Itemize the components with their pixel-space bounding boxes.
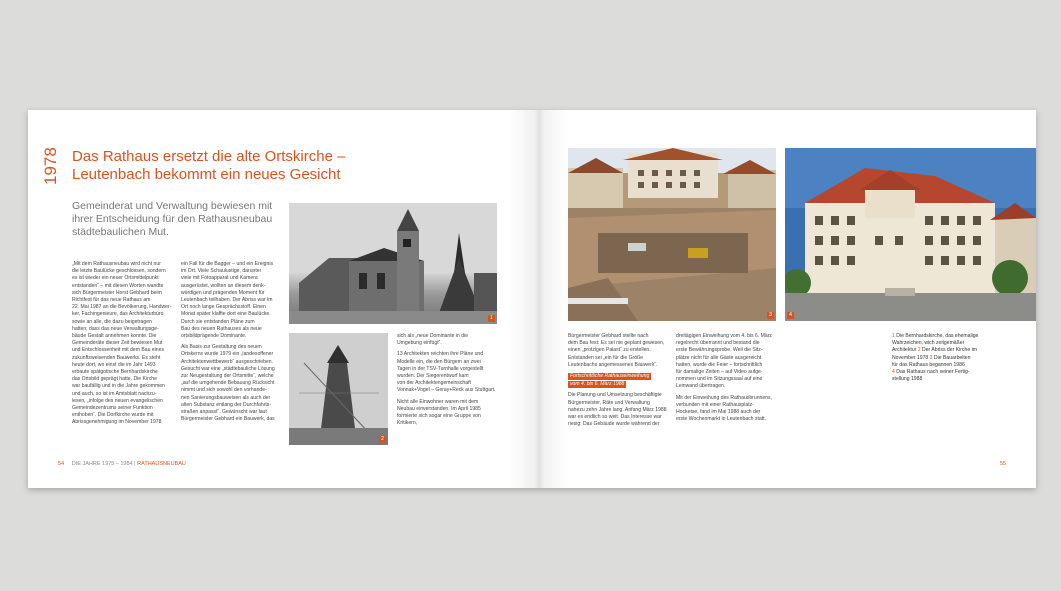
text-line: nimmt und sich sowohl den vorhande- (181, 387, 267, 394)
text-line: und Entschlossenheit mit dem Bau eines (72, 347, 165, 354)
book-gutter (508, 110, 568, 488)
text-line: enthoben“. Die Dorfkirche wurde mit (72, 412, 154, 419)
photo-number-badge: 4 (787, 312, 794, 319)
caption-line (892, 369, 992, 376)
caption-line (892, 347, 992, 354)
chapter-year: 1978 (41, 147, 60, 185)
construction-photo (568, 148, 776, 321)
text-line: ortsbildprägende Dominante. (181, 333, 247, 340)
text-line: entstanden“ – mit diesen Worten wandte (72, 282, 164, 289)
text-line: 22. Mai 1987 an die Bevölkerung, Handwer- (72, 304, 172, 311)
text-line: verbunden mit einer Rathausplatz- (676, 401, 754, 408)
text-line: Bürgermeister Gebhard ein Bauwerk, das (181, 416, 275, 423)
caption-number: 1 (892, 333, 895, 339)
text-line: riesig: Das Gebäude wurde während der (568, 421, 660, 428)
paragraph (568, 392, 672, 428)
text-line: dreitägigen Einweihung vom 4. bis 6. März (676, 333, 772, 339)
caption-line (892, 333, 992, 340)
text-line: die letzte Baulücke geschlossen, sondern (72, 268, 166, 275)
text-line: Als Basis zur Gestaltung des neuen (181, 344, 262, 351)
paragraph (397, 333, 497, 347)
text-line: sich als „neue Dominante in die (397, 333, 469, 339)
subtitle-line: Gemeinderat und Verwaltung bewiesen mit (72, 200, 273, 212)
paragraph (397, 399, 497, 428)
chapter-subtitle (72, 200, 292, 239)
text-line: viele mit Fotoapparat und Kamera (181, 275, 258, 282)
text-line: nommen und im Sitzungssaal auf eine (676, 376, 763, 383)
text-line: Modelle ein, die den Bürgern an zwei (397, 358, 481, 365)
paragraph (72, 261, 176, 427)
caption-text: Die Bauarbeiten (932, 354, 971, 361)
text-line: Bürgermeister, Räte und Verwaltung (568, 399, 650, 406)
caption-text: Der Abriss der Kirche im (920, 347, 977, 354)
text-line: Bürgermeister Gebhard stellte nach (568, 333, 649, 339)
caption-number: 3 (929, 354, 933, 361)
text-line: erste Bewährungsprobe. Weil die Sitz- (676, 347, 763, 354)
text-line: Monat später klaffte dort eine Baulücke. (181, 311, 271, 318)
text-line: wurden. Der Siegerentwurf kam (397, 373, 469, 380)
text-line: Vonnak+Vogel – Geray+Reck aus Stuttgart. (397, 387, 496, 394)
text-line: lesen, „infolge des neuen evangelischen (72, 397, 163, 404)
title-line: Das Rathaus ersetzt die alte Ortskirche – (72, 148, 346, 165)
text-line: Richtfest für das neue Rathaus am (72, 297, 151, 304)
text-line: Architektenwettbewerb“ ausgeschrieben. (181, 358, 274, 365)
text-line: erbaute spätgotische Bernhardskirche (72, 369, 158, 376)
text-line: straßen anpasst“. Gewünscht war laut (181, 409, 267, 416)
text-line: Neubau einverstanden. Im April 1985 (397, 405, 481, 412)
text-line: formierte sich sogar eine Gruppe von (397, 413, 481, 420)
town-hall-photo (785, 148, 1036, 321)
running-head-section: RATHAUSNEUBAU (137, 461, 186, 467)
text-line: Leinwand übertragen. (676, 383, 726, 390)
text-line: Abrissgenehmigung im November 1978 (72, 419, 162, 426)
highlight-line: vom 4. bis 6. März 1988 (570, 381, 625, 388)
subtitle-line: ihrer Entscheidung für den Rathausneubau (72, 213, 273, 225)
photo-number-badge: 2 (379, 436, 386, 443)
text-line: hatten, wurde die Feier – fortschrittlich (676, 361, 763, 368)
text-line: Durch sie entstanden Pläne zum (181, 318, 255, 325)
subtitle-line: städtebaulichen Mut. (72, 226, 169, 238)
text-line: Bau des neuen Rathauses als neue (181, 325, 262, 332)
caption-number: 2 (917, 347, 921, 354)
paragraph (181, 344, 285, 423)
text-line: zukunftsweisenden Bauwerks. Es steht (72, 354, 161, 361)
demolition-illustration (289, 333, 388, 445)
text-line: war es endlich so weit. Das Interesse war (568, 414, 662, 421)
text-line: ein Fall für die Bagger – und ein Ereignis (181, 261, 274, 267)
text-line: Leutenbach teilhaben. Der Abriss war im (181, 297, 273, 304)
text-line: einen „protzigen Palast“ zu erstellen. (568, 347, 651, 354)
caption-line: für das Rathaus begannen 1986 (892, 361, 965, 368)
running-head: DIE JAHRE 1975 – 1984 (71, 461, 133, 467)
text-line: „Mit dem Rathausneubau wird nicht nur (72, 261, 161, 267)
text-column-2 (181, 261, 285, 427)
text-line: Tagen in der TSV-Turnhalle vorgestellt (397, 365, 484, 372)
text-line: Umgebung einfügt“. (397, 340, 442, 347)
caption-number: 4 (892, 369, 895, 376)
text-line: Ortskerns wurde 1979 ein „landesoffener (181, 351, 274, 358)
text-line: nen Sanierungsbauweisen als auch der (181, 394, 271, 401)
text-line: alten Substanz entlang der Durchfahrts- (181, 401, 272, 408)
caption-line: stellung 1988 (892, 376, 923, 383)
page-number: 54 (58, 461, 65, 467)
text-line: von der Architektengemeinschaft (397, 380, 471, 387)
text-line: würdigen und prägenden Moment für (181, 289, 265, 296)
text-line: heute dort, wo einst die im Jahr 1493 (72, 361, 156, 368)
construction-illustration (568, 148, 776, 321)
text-line: nahezu zehn Jahre lang. Anfang März 1988 (568, 406, 667, 413)
running-head-separator: | (132, 461, 138, 467)
text-line: Entstanden sei „ein für die Größe (568, 354, 644, 361)
text-line: regelrecht überrannt und bestand die (676, 340, 760, 347)
text-line: „auf die umgehende Bebauung Rücksicht (181, 380, 275, 387)
text-line: 13 Architekten reichten ihre Pläne und (397, 351, 484, 358)
text-line: Gesucht war eine „städtebauliche Lösung (181, 365, 275, 372)
text-column-4 (568, 333, 672, 432)
text-line: hatten, dass das neue Verwaltungsge- (72, 325, 159, 332)
text-line: Hocketse, fand im Mai 1988 auch der (676, 409, 761, 416)
text-line: ker, Fachingenieure, das Architekturbüro (72, 311, 164, 318)
text-line: Die Planung und Umsetzung beschäftigte (568, 392, 662, 399)
chapter-title (72, 148, 346, 184)
demolition-photo (289, 333, 388, 445)
caption-text: Die Bernhardskirche, das ehemalige (894, 333, 979, 339)
text-line: Ort noch lange Gesprächsstoff. Einen (181, 304, 266, 311)
caption-line (892, 355, 992, 362)
caption-text: Architektur (892, 347, 918, 354)
caption-text: November 1978 (892, 354, 930, 361)
text-line: Gemeindezentrums seiner Funktion (72, 405, 153, 412)
caption-text: Das Rathaus nach seiner Fertig- (894, 369, 970, 376)
caption-line: Wahrzeichen, wich zeitgemäßer (892, 340, 965, 347)
book-spread (28, 110, 1036, 488)
text-line: sowie an alle, die dazu beigetragen (72, 318, 152, 325)
page-number-right: 55 (1000, 461, 1007, 467)
church-illustration (289, 203, 497, 324)
text-line: plätze nicht für alle Gäste ausgereicht (676, 354, 762, 361)
text-line: bäude Gestalt annehmen konnte. Die (72, 333, 157, 340)
paragraph (676, 395, 780, 424)
text-line: es ist wieder ein neuer Ortsmittelpunkt (72, 275, 159, 282)
text-column-5 (676, 333, 780, 427)
text-line: Gemeinderäte dieser Zeit bewiesen Mut (72, 340, 163, 347)
paragraph (676, 333, 780, 391)
text-line: ausgerüstet, wollten an diesem denk- (181, 282, 266, 289)
text-line: erste Wochenmarkt in Leutenbach statt. (676, 416, 766, 423)
text-line: Leutenbachs angemessenes Bauwerk“. (568, 361, 658, 368)
text-line: sich Bürgermeister Horst Gebhard beim (72, 289, 162, 296)
highlight-heading (568, 373, 672, 389)
text-line: dem Bau fest: Es sei nie geplant gewesen, (568, 340, 665, 347)
text-line: das Ortsbild geprägt hatte. Die Kirche (72, 376, 157, 383)
text-line: zur Neugestaltung der Ortsmitte“, welche (181, 373, 274, 380)
photo-number-badge: 3 (767, 312, 774, 319)
photo-number-badge: 1 (488, 315, 495, 322)
title-line: Leutenbach bekommt ein neues Gesicht (72, 166, 341, 183)
text-line: Mit der Einweihung des Rathausbrunnens, (676, 394, 772, 401)
running-footer-left (58, 461, 186, 467)
text-line: und auch, so ist im Amtsblatt nachzu- (72, 390, 157, 397)
photo-caption (892, 333, 992, 383)
text-column-1 (72, 261, 176, 431)
text-line: war baufällig und in die Jahre gekommen (72, 383, 165, 390)
text-line: im Ort. Viele Schaulustige, darunter (181, 268, 262, 275)
text-line: für damalige Zeiten – auf Video aufge- (676, 369, 763, 376)
paragraph (397, 351, 497, 394)
text-column-3 (397, 333, 497, 431)
paragraph (568, 333, 672, 369)
church-photo (289, 203, 497, 324)
highlight-line: Fortschrittliche Rathauseinweihung (570, 373, 650, 380)
text-line: Nicht alle Einwohner waren mit dem (397, 398, 479, 405)
town-hall-illustration (785, 148, 1036, 321)
text-line: Kritikern, (397, 420, 418, 427)
paragraph (181, 261, 285, 340)
